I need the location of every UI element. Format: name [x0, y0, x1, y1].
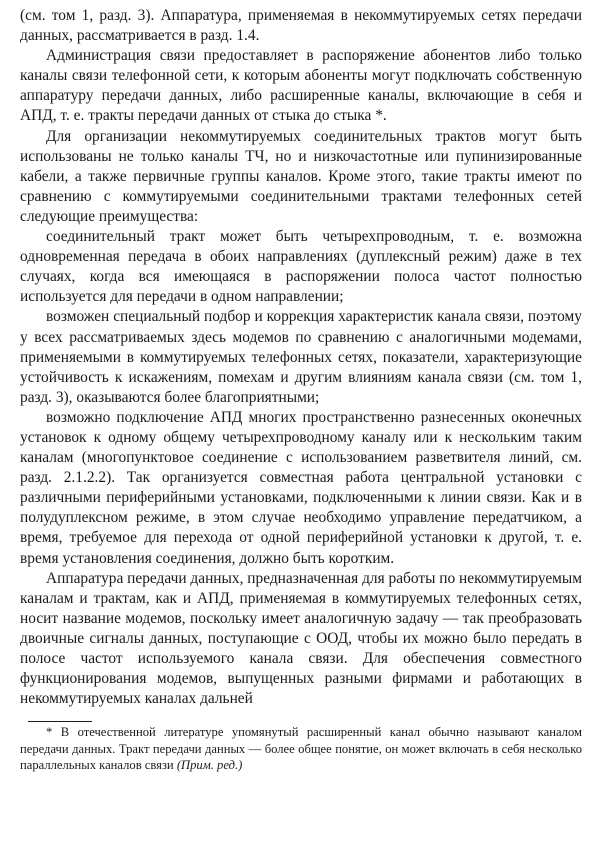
footnote-editor-note: (Прим. ред.): [176, 758, 243, 773]
paragraph-advantage-correction: возможен специальный подбор и коррекция характеристик канала связи, поэтому у всех рассматриваемых здесь модемов по сравнению с аналогичными модемами, применяемыми в коммутируемых телефонных сетях, показатели, характеризующие устойчивость к искажениям, помехам и другим влияниям канала связи (см. том 1, разд. 3), оказываются более благоприятными;: [20, 308, 582, 406]
paragraph-administration: Администрация связи предоставляет в распоряжение абонентов либо только каналы связи телефонной сети, к которым абоненты могут подключать собственную аппаратуру передачи данных, либо расширенные каналы, включающие в себя и АПД, т. е. тракты передачи данных от стыка до стыка *.: [20, 47, 582, 125]
footnote: [20, 724, 582, 774]
paragraph-modems: Аппаратура передачи данных, предназначенная для работы по некоммутируемым каналам и трактам, как и АПД, применяемая в коммутируемых телефонных сетях, носит название модемов, поскольку имеет аналогичную задачу — так преобразовать двоичные сигналы данных, поступающие с ООД, чтобы их можно было передать в полосе частот используемого канала связи. Для обеспечения совместного функционирования модемов, выпущенных разными фирмами и работающих в некоммутируемых каналах дальней: [20, 569, 582, 708]
footnote-text: В отечественной литературе упомянутый расширенный канал обычно называют каналом передачи данных. Тракт передачи данных — более общее понятие, он может включать в себя несколько параллельных каналов связи: [20, 725, 582, 773]
footnote-mark: *: [46, 725, 53, 740]
paragraph-advantage-multipoint: возможно подключение АПД многих пространственно разнесенных оконечных установок к одному общему четырехпроводному каналу или к нескольким таким каналам (многопунктовое соединение с использованием разветвителя линий, см. разд. 2.1.2.2). Так организуется совместная работа центральной установки с различными периферийными установками, подключенными к линии связи. Как и в полудуплексном режиме, в этом случае необходимо управление передатчиком, а время, требуемое для перехода от одной периферийной установки к другой, т. е. время установления соединения, должно быть коротким.: [20, 408, 582, 567]
paragraph-continuation: (см. том 1, разд. 3). Аппаратура, применяемая в некоммутируемых сетях передачи данных, рассматривается в разд. 1.4.: [20, 7, 582, 45]
footnote-divider: [28, 721, 92, 722]
paragraph-advantages-intro: Для организации некоммутируемых соединительных трактов могут быть использованы не только каналы ТЧ, но и низкочастотные или пупинизированные кабели, а также первичные группы каналов. Кроме этого, такие тракты имеют по сравнению с коммутируемыми соединительными трактами телефонных сетей следующие преимущества:: [20, 127, 582, 225]
book-page: [20, 6, 582, 774]
paragraph-advantage-four-wire: соединительный тракт может быть четырехпроводным, т. е. возможна одновременная передача в обоих направлениях (дуплексный режим) даже в тех случаях, когда вся имеющаяся в распоряжении полоса частот полностью используется для передачи в одном направлении;: [20, 228, 582, 306]
